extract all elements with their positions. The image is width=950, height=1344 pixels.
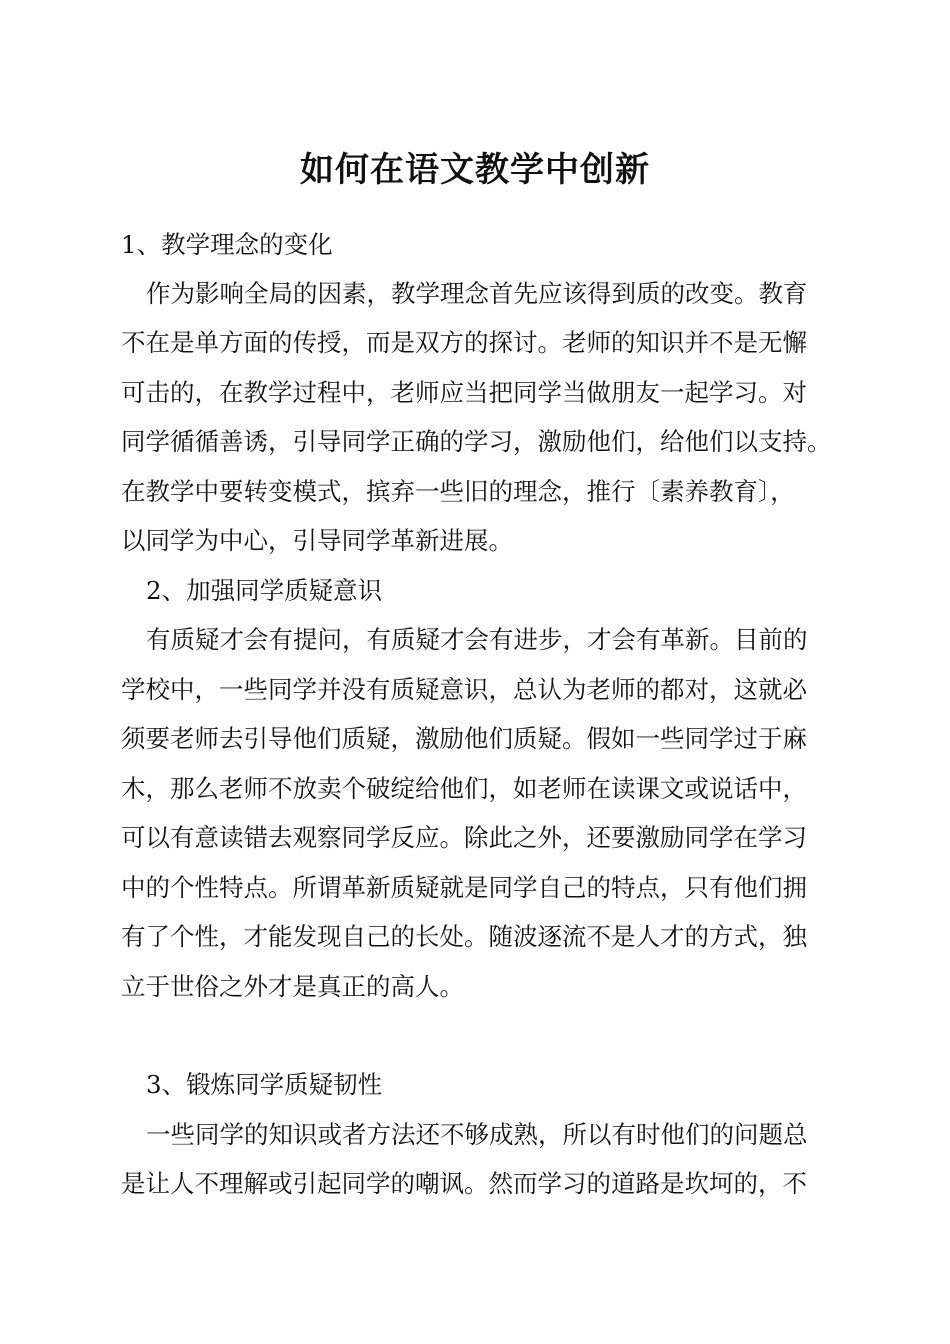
paragraph-line: 有质疑才会有提问，有质疑才会有进步，才会有革新。目前的 xyxy=(146,625,808,654)
page-title: 如何在语文教学中创新 xyxy=(300,150,650,190)
paragraph-line: 在教学中要转变模式，摈弃一些旧的理念，推行〔素养教育〕， xyxy=(121,477,795,506)
paragraph-line: 是让人不理解或引起同学的嘲讽。然而学习的道路是坎坷的，不 xyxy=(121,1169,807,1198)
paragraph-line: 以同学为中心，引导同学革新进展。 xyxy=(121,526,513,555)
paragraph-line: 可击的，在教学过程中，老师应当把同学当做朋友一起学习。对 xyxy=(121,378,807,407)
paragraph-line: 不在是单方面的传授，而是双方的探讨。老师的知识并不是无懈 xyxy=(121,328,807,357)
paragraph-line: 中的个性特点。所谓革新质疑就是同学自己的特点，只有他们拥 xyxy=(121,873,807,902)
paragraph-line: 同学循循善诱，引导同学正确的学习，激励他们，给他们以支持。 xyxy=(121,427,832,456)
paragraph-line: 有了个性，才能发现自己的长处。随波逐流不是人才的方式，独 xyxy=(121,922,807,951)
paragraph-line: 立于世俗之外才是真正的高人。 xyxy=(121,972,464,1001)
paragraph-line: 作为影响全局的因素，教学理念首先应该得到质的改变。教育 xyxy=(146,279,808,308)
paragraph-line: 一些同学的知识或者方法还不够成熟，所以有时他们的问题总 xyxy=(146,1120,808,1149)
section-heading-2: 2、加强同学质疑意识 xyxy=(146,576,383,605)
section-heading-1: 1、教学理念的变化 xyxy=(121,230,333,259)
section-heading-3: 3、锻炼同学质疑韧性 xyxy=(146,1070,383,1099)
paragraph-line: 须要老师去引导他们质疑，激励他们质疑。假如一些同学过于麻 xyxy=(121,724,807,753)
paragraph-line: 可以有意读错去观察同学反应。除此之外，还要激励同学在学习 xyxy=(121,823,807,852)
paragraph-line: 木，那么老师不放卖个破绽给他们，如老师在读课文或说话中， xyxy=(121,774,807,803)
paragraph-line: 学校中，一些同学并没有质疑意识，总认为老师的都对，这就必 xyxy=(121,675,807,704)
